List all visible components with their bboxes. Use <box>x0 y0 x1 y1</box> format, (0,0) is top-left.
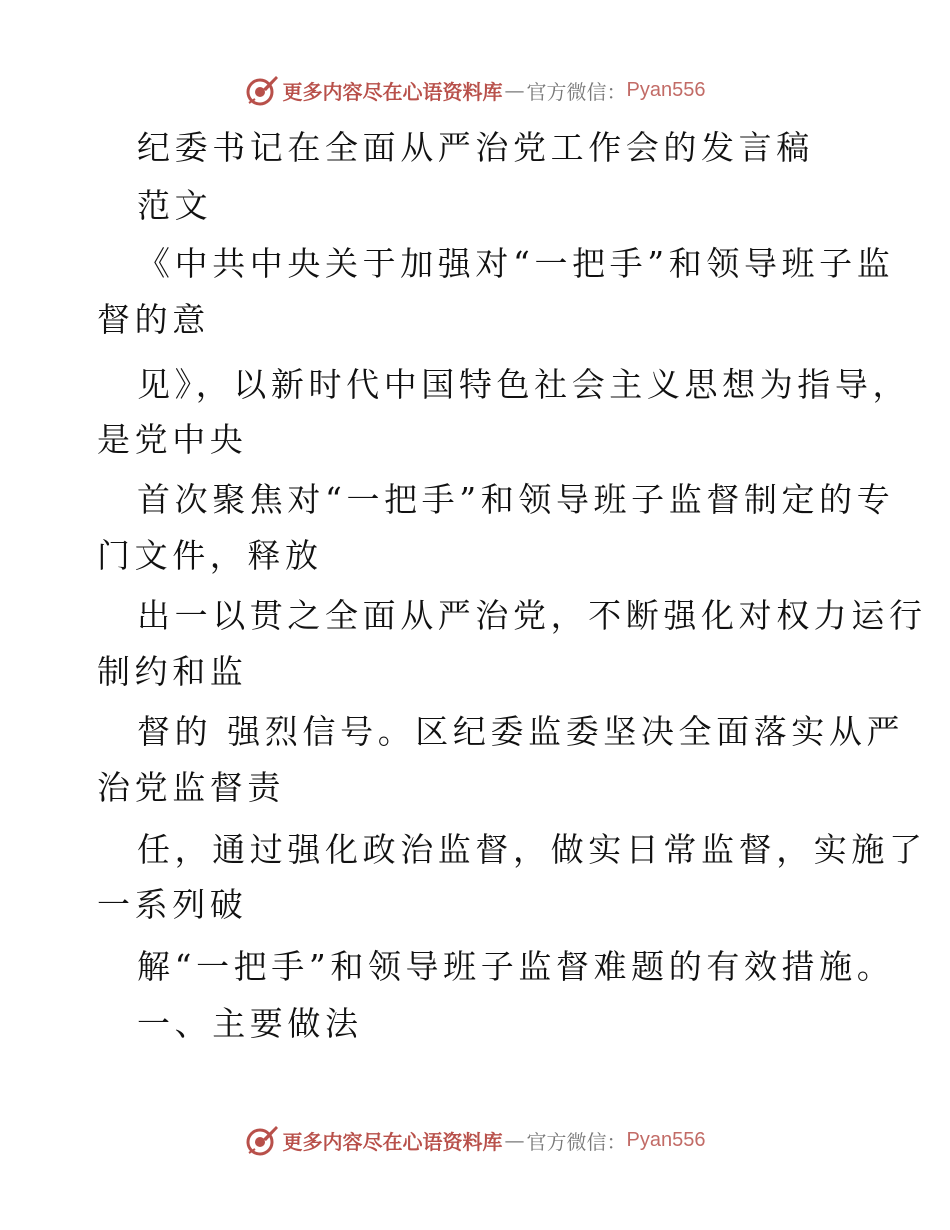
banner-brand-text: 更多内容尽在心语资料库 <box>282 1129 503 1154</box>
paragraph-line: 治党监督责 <box>97 768 285 807</box>
paragraph-line: 《中共中央关于加强对“一把手”和领导班子监 <box>137 244 895 283</box>
banner-wechat-id: Pyan556 <box>626 1128 706 1151</box>
paragraph-line: 出一以贯之全面从严治党，不断强化对权力运行 <box>137 596 927 635</box>
banner-dash: — <box>504 78 525 102</box>
banner-wechat-id: Pyan556 <box>626 78 706 101</box>
paragraph-line: 首次聚焦对“一把手”和领导班子监督制定的专 <box>137 480 895 519</box>
paragraph-line: 见》，以新时代中国特色社会主义思想为指导， <box>137 365 911 404</box>
document-title-line-1: 纪委书记在全面从严治党工作会的发言稿 <box>137 128 814 167</box>
paragraph-line: 解“一把手”和领导班子监督难题的有效措施。 <box>137 947 895 986</box>
quill-logo-icon <box>245 1123 279 1157</box>
quill-logo-icon <box>245 73 279 107</box>
paragraph-line: 督的意 <box>97 300 210 339</box>
banner-dash: — <box>504 1128 525 1152</box>
paragraph-line: 门文件，释放 <box>97 536 323 575</box>
header-watermark <box>0 72 950 108</box>
section-heading: 一、主要做法 <box>137 1004 363 1043</box>
paragraph-line: 制约和监 <box>97 652 248 691</box>
paragraph-line: 是党中央 <box>97 420 248 459</box>
banner-contact-label: 官方微信： <box>526 79 627 104</box>
paragraph-line: 一系列破 <box>97 885 248 924</box>
paragraph-line: 督的 强烈信号。区纪委监委坚决全面落实从严 <box>137 712 905 751</box>
footer-watermark <box>0 1122 950 1158</box>
banner-brand-text: 更多内容尽在心语资料库 <box>282 79 503 104</box>
paragraph-line: 任，通过强化政治监督，做实日常监督，实施了 <box>137 830 927 869</box>
banner-contact-label: 官方微信： <box>526 1129 627 1154</box>
document-title-line-2: 范文 <box>137 186 213 225</box>
